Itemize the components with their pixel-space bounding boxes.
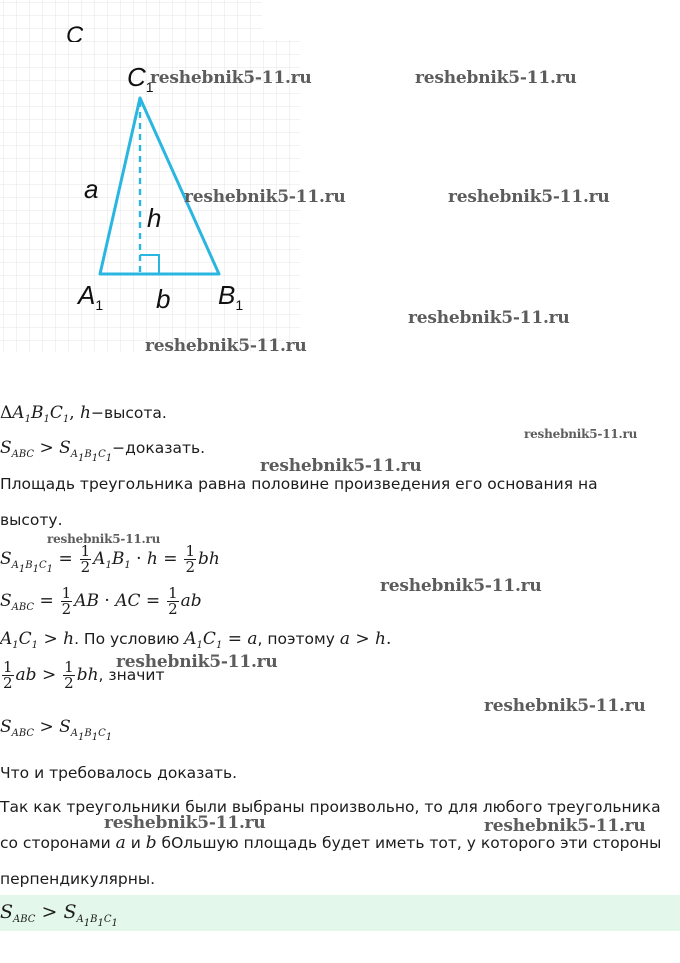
result-line: $S_{ABC} > S_{A_1B_1C_1}$ (0, 717, 113, 743)
watermark: reshebnik5-11.ru (260, 456, 422, 476)
answer-formula: $S_{ABC} > S_{A_1B_1C_1}$ (0, 901, 118, 929)
paragraph-area-rule-cont: высоту. (0, 511, 63, 529)
answer-box (0, 895, 680, 931)
watermark: reshebnik5-11.ru (145, 336, 307, 356)
paragraph-area-rule: Площадь треугольника равна половине произведения его основания на (0, 475, 598, 493)
watermark: reshebnik5-11.ru (415, 68, 577, 88)
watermark: reshebnik5-11.ru (116, 652, 278, 672)
vertex-label-a1: $A_1$ (78, 280, 104, 313)
watermark: reshebnik5-11.ru (484, 696, 646, 716)
watermark: reshebnik5-11.ru (104, 813, 266, 833)
inequality-line: $\frac{1}{2}$ ab > $\frac{1}{2}$ bh, значит (3, 658, 165, 692)
watermark: reshebnik5-11.ru (448, 187, 610, 207)
formula-abc: $S_{ABC}$ = $\frac{1}{2}$ AB · AC = $\frac{1}{2}$ ab (0, 584, 202, 618)
conclusion-line-2: со сторонами a и b бОльшую площадь будет иметь тот, у которого эти стороны (0, 833, 662, 853)
qed-line: Что и требовалось доказать. (0, 764, 238, 782)
conclusion-line-1: Так как треугольники были выбраны произвольно, то для любого треугольника (0, 798, 661, 816)
height-label-h: h (147, 203, 162, 233)
watermark: reshebnik5-11.ru (47, 532, 161, 546)
condition-line: $A_1C_1 > h$. По условию $A_1C_1 = a$, поэтому a > h. (0, 629, 392, 651)
side-label-b: b (156, 284, 171, 314)
label-c-cut: C (66, 22, 84, 42)
grid-top (0, 0, 262, 40)
vertex-label-c1: $C_1$ (127, 62, 154, 95)
vertex-label-b1: $B_1$ (218, 280, 244, 313)
watermark: reshebnik5-11.ru (150, 68, 312, 88)
watermark: reshebnik5-11.ru (484, 816, 646, 836)
watermark: reshebnik5-11.ru (408, 308, 570, 328)
watermark: reshebnik5-11.ru (184, 187, 346, 207)
given-line: $\Delta A_1B_1C_1$, h−высота. (0, 403, 167, 425)
formula-small-triangle: $S_{A_1B_1C_1}$ = $\frac{1}{2}$ $A_1B_1 \cdot h$ = $\frac{1}{2}$ bh (0, 542, 220, 576)
conclusion-line-3: перпендикулярны. (0, 870, 156, 888)
triangle-figure (0, 0, 300, 360)
prove-line: $S_{ABC}$ > $S_{A_1B_1C_1}-доказать$. (0, 438, 206, 464)
watermark: reshebnik5-11.ru (524, 427, 638, 441)
watermark: reshebnik5-11.ru (380, 576, 542, 596)
side-label-a: a (84, 174, 99, 204)
